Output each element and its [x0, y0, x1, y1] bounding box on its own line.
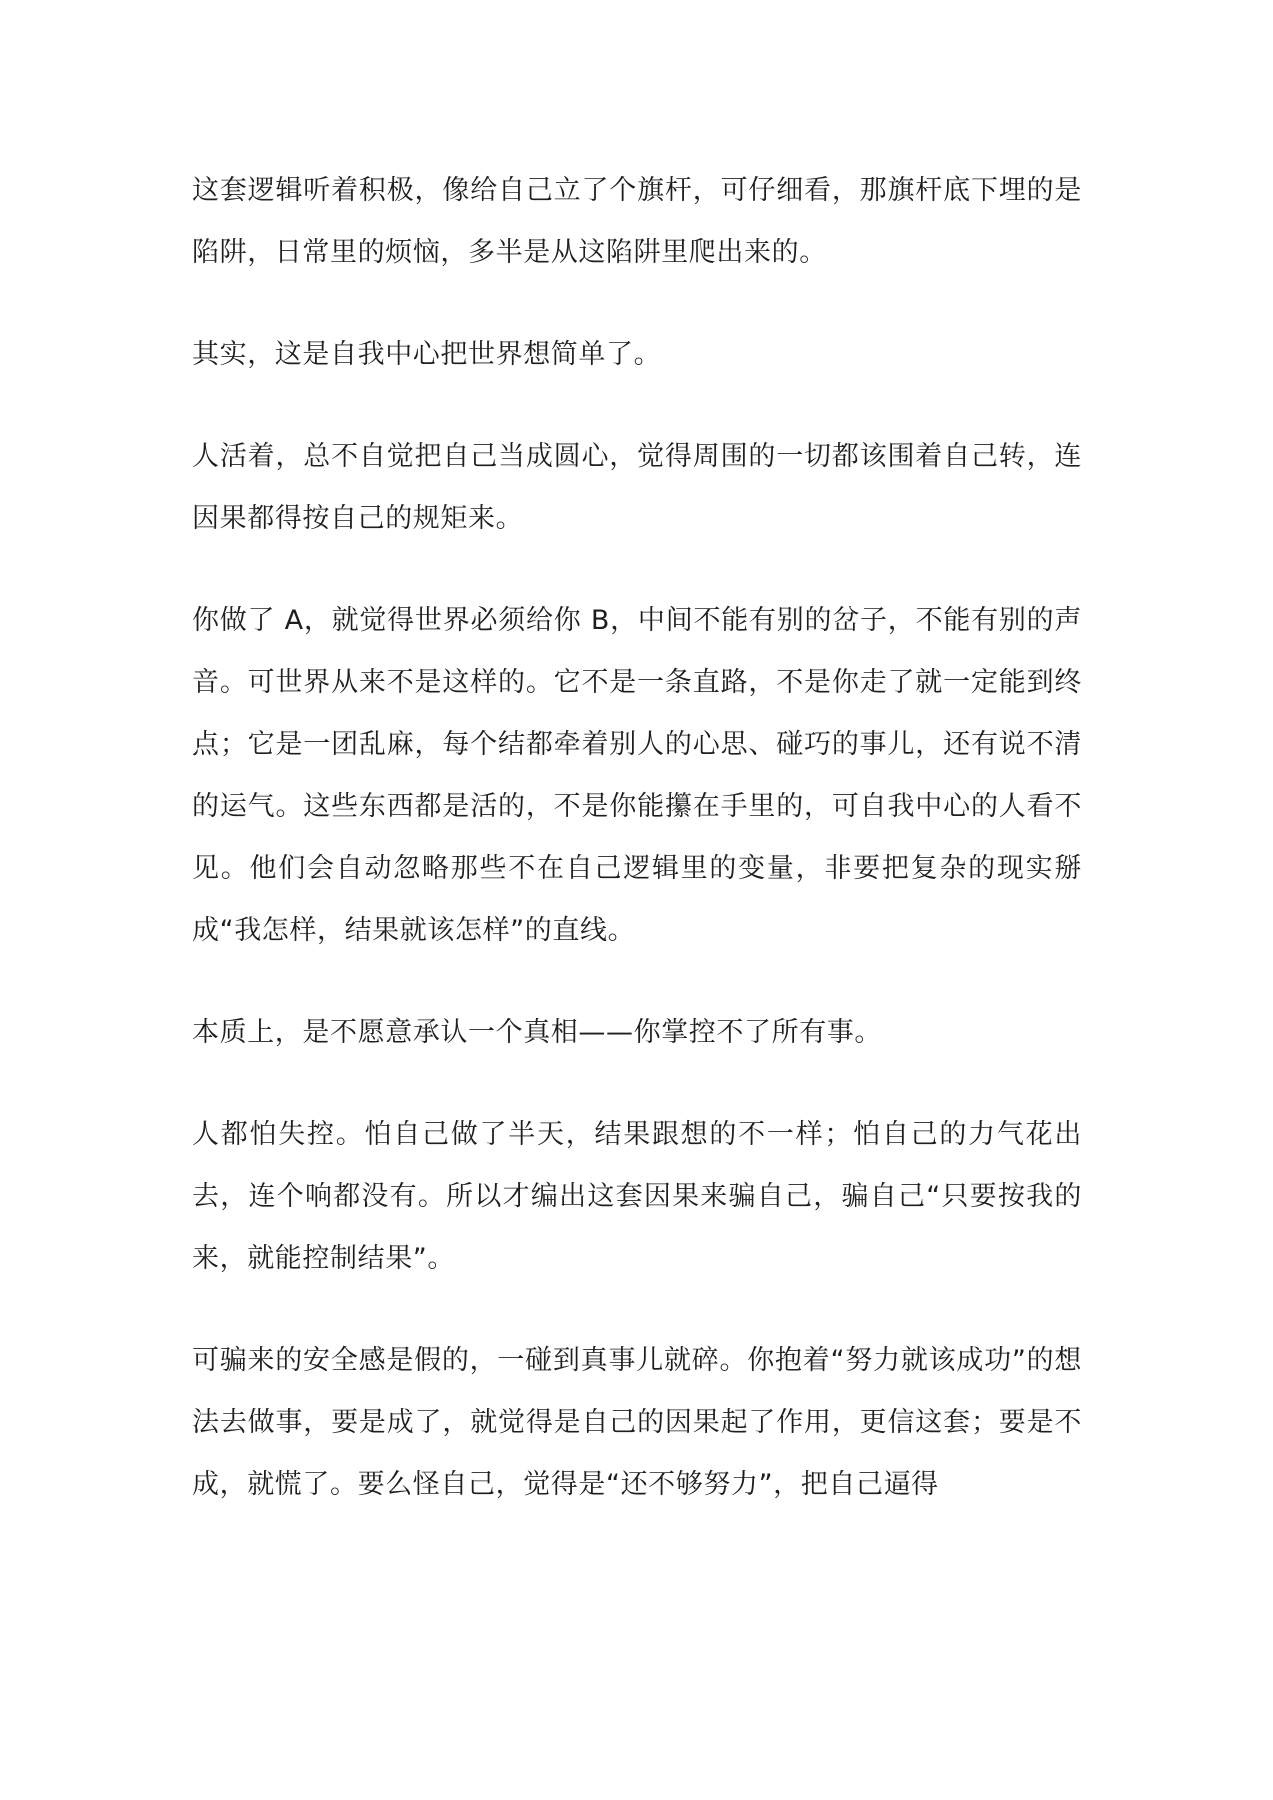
article-body: [192, 160, 1082, 1516]
paragraph-2: 其实，这是自我中心把世界想简单了。: [192, 339, 662, 370]
paragraph-3: 人活着，总不自觉把自己当成圆心，觉得周围的一切都该围着自己转，连因果都得按自己的规矩来。: [192, 441, 1082, 534]
paragraph-4: 你做了 A，就觉得世界必须给你 B，中间不能有别的岔子，不能有别的声音。可世界从来不是这样的。它不是一条直路，不是你走了就一定能到终点；它是一团乱麻，每个结都牵着别人的心思、碰巧的事儿，还有说不清的运气。这些东西都是活的，不是你能攥在手里的，可自我中心的人看不见。他们会自动忽略那些不在自己逻辑里的变量，非要把复杂的现实掰成“我怎样，结果就该怎样”的直线。: [192, 605, 1082, 946]
paragraph-1: 这套逻辑听着积极，像给自己立了个旗杆，可仔细看，那旗杆底下埋的是陷阱，日常里的烦恼，多半是从这陷阱里爬出来的。: [192, 175, 1082, 268]
paragraph-5: 本质上，是不愿意承认一个真相——你掌控不了所有事。: [192, 1017, 882, 1048]
paragraph-6: 人都怕失控。怕自己做了半天，结果跟想的不一样；怕自己的力气花出去，连个响都没有。所以才编出这套因果来骗自己，骗自己“只要按我的来，就能控制结果”。: [192, 1119, 1082, 1274]
paragraph-7: 可骗来的安全感是假的，一碰到真事儿就碎。你抱着“努力就该成功”的想法去做事，要是成了，就觉得是自己的因果起了作用，更信这套；要是不成，就慌了。要么怪自己，觉得是“还不够努力”，把自己逼得: [192, 1345, 1082, 1500]
